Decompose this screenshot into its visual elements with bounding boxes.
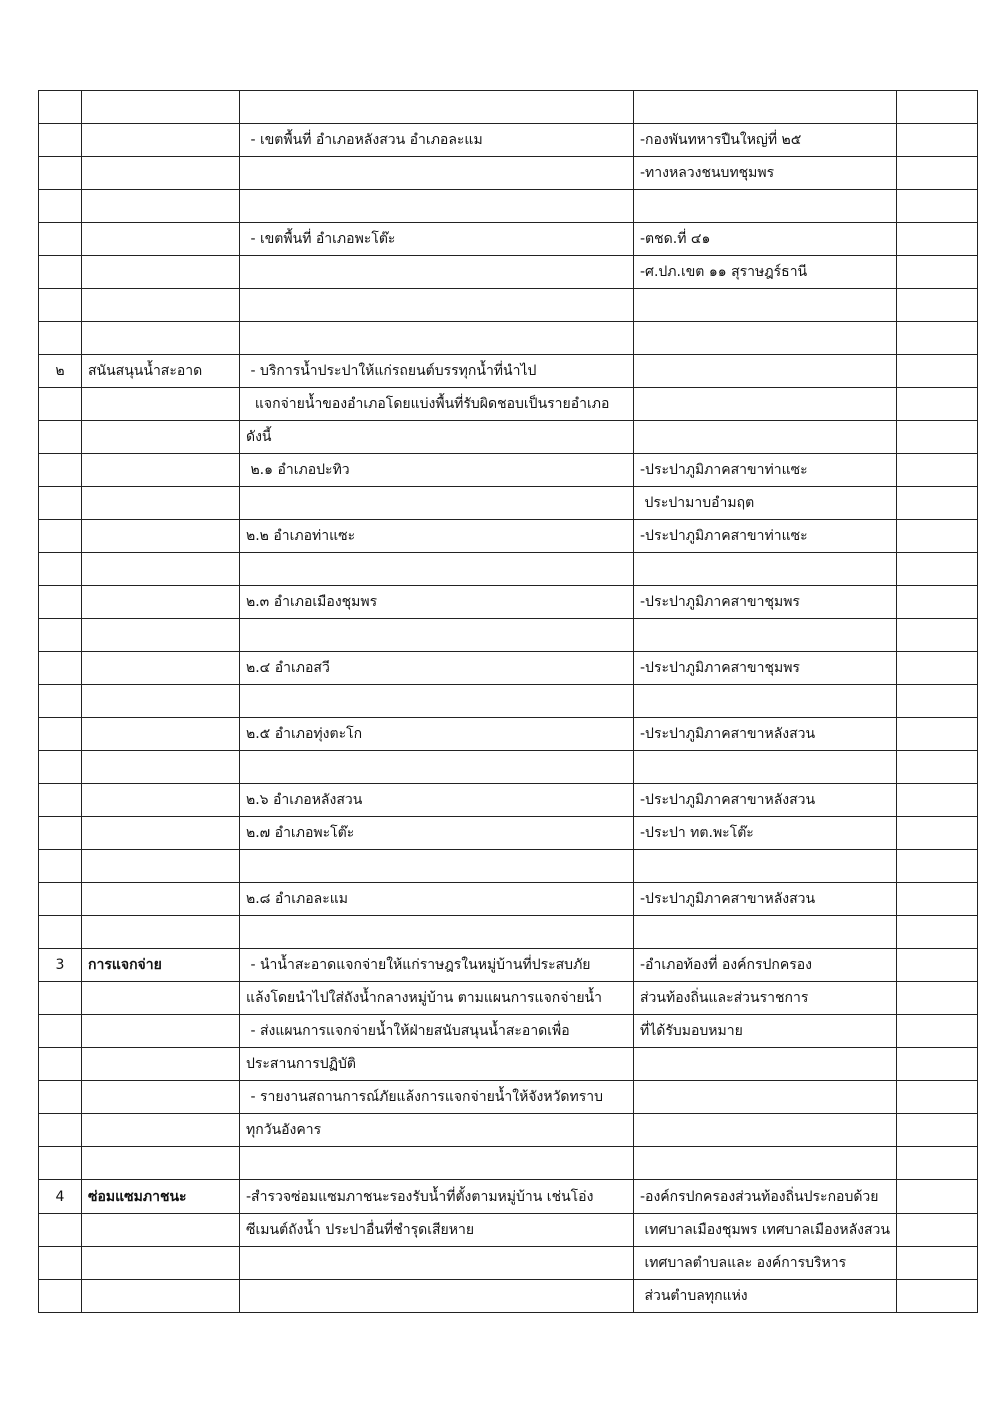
table-row [39, 586, 978, 619]
agency-cell: เทศบาลเมืองชุมพร เทศบาลเมืองหลังสวน [634, 1214, 897, 1247]
row-number-cell [39, 124, 82, 157]
row-number-cell [39, 1247, 82, 1280]
row-number-cell [39, 157, 82, 190]
table-row [39, 1015, 978, 1048]
agency-cell [634, 751, 897, 784]
note-cell [897, 1147, 978, 1180]
row-number-cell [39, 421, 82, 454]
topic-cell [82, 652, 240, 685]
note-cell [897, 289, 978, 322]
topic-cell [82, 289, 240, 322]
table-row [39, 1180, 978, 1214]
note-cell [897, 751, 978, 784]
agency-cell: -องค์กรปกครองส่วนท้องถิ่นประกอบด้วย [634, 1180, 897, 1214]
agency-cell [634, 1081, 897, 1114]
topic-cell [82, 454, 240, 487]
detail-cell: ๒.๘ อำเภอละแม [240, 883, 634, 916]
topic-cell [82, 91, 240, 124]
detail-cell [240, 487, 634, 520]
table-row [39, 421, 978, 454]
agency-cell [634, 850, 897, 883]
topic-cell [82, 322, 240, 355]
table-row [39, 883, 978, 916]
row-number-cell [39, 586, 82, 619]
table-row [39, 355, 978, 388]
topic-cell [82, 817, 240, 850]
topic-cell [82, 1214, 240, 1247]
note-cell [897, 256, 978, 289]
agency-cell: -ประปาภูมิภาคสาขาชุมพร [634, 586, 897, 619]
agency-cell [634, 289, 897, 322]
table-row [39, 619, 978, 652]
table-row [39, 91, 978, 124]
topic-cell [82, 520, 240, 553]
agency-cell [634, 916, 897, 949]
detail-cell: ซีเมนต์ถังน้ำ ประปาอื่นที่ชำรุดเสียหาย [240, 1214, 634, 1247]
note-cell [897, 718, 978, 751]
agency-cell [634, 421, 897, 454]
topic-cell [82, 883, 240, 916]
row-number-cell [39, 1015, 82, 1048]
row-number-cell [39, 454, 82, 487]
note-cell [897, 586, 978, 619]
note-cell [897, 949, 978, 982]
detail-cell: ๒.๗ อำเภอพะโต๊ะ [240, 817, 634, 850]
note-cell [897, 91, 978, 124]
topic-cell [82, 784, 240, 817]
detail-cell: ๒.๑ อำเภอปะทิว [240, 454, 634, 487]
table-row [39, 751, 978, 784]
agency-cell [634, 91, 897, 124]
note-cell [897, 652, 978, 685]
detail-cell [240, 685, 634, 718]
row-number-cell: ๒ [39, 355, 82, 388]
note-cell [897, 916, 978, 949]
topic-cell [82, 1048, 240, 1081]
detail-cell: - ส่งแผนการแจกจ่ายน้ำให้ฝ่ายสนับสนุนน้ำสะอาดเพื่อ [240, 1015, 634, 1048]
table-row [39, 817, 978, 850]
detail-cell [240, 322, 634, 355]
topic-cell [82, 421, 240, 454]
detail-cell [240, 1147, 634, 1180]
row-number-cell [39, 1280, 82, 1313]
table-row [39, 1048, 978, 1081]
topic-cell [82, 586, 240, 619]
row-number-cell [39, 619, 82, 652]
topic-cell [82, 553, 240, 586]
row-number-cell [39, 652, 82, 685]
agency-cell: ส่วนตำบลทุกแห่ง [634, 1280, 897, 1313]
topic-cell [82, 685, 240, 718]
detail-cell: แจกจ่ายน้ำของอำเภอโดยแบ่งพื้นที่รับผิดชอบเป็นรายอำเภอ [240, 388, 634, 421]
topic-cell [82, 1081, 240, 1114]
note-cell [897, 157, 978, 190]
detail-cell: ๒.๖ อำเภอหลังสวน [240, 784, 634, 817]
row-number-cell [39, 883, 82, 916]
table-row [39, 982, 978, 1015]
detail-cell [240, 1280, 634, 1313]
table-row [39, 685, 978, 718]
agency-cell: -ตชด.ที่ ๔๑ [634, 223, 897, 256]
note-cell [897, 520, 978, 553]
detail-cell [240, 916, 634, 949]
row-number-cell [39, 916, 82, 949]
detail-cell: - นำน้ำสะอาดแจกจ่ายให้แก่ราษฎรในหมู่บ้านที่ประสบภัย [240, 949, 634, 982]
detail-cell [240, 751, 634, 784]
row-number-cell [39, 817, 82, 850]
note-cell [897, 1180, 978, 1214]
note-cell [897, 1247, 978, 1280]
row-number-cell [39, 190, 82, 223]
row-number-cell: 3 [39, 949, 82, 982]
note-cell [897, 883, 978, 916]
agency-cell [634, 553, 897, 586]
detail-cell [240, 289, 634, 322]
topic-cell [82, 388, 240, 421]
note-cell [897, 982, 978, 1015]
row-number-cell [39, 289, 82, 322]
agency-cell: -ทางหลวงชนบทชุมพร [634, 157, 897, 190]
row-number-cell [39, 520, 82, 553]
note-cell [897, 421, 978, 454]
table-row [39, 223, 978, 256]
agency-cell [634, 619, 897, 652]
row-number-cell [39, 1048, 82, 1081]
agency-cell: ส่วนท้องถิ่นและส่วนราชการ [634, 982, 897, 1015]
row-number-cell [39, 388, 82, 421]
agency-cell: -ประปาภูมิภาคสาขาท่าแซะ [634, 520, 897, 553]
table-row [39, 1247, 978, 1280]
agency-cell [634, 388, 897, 421]
detail-cell [240, 157, 634, 190]
row-number-cell [39, 1114, 82, 1147]
row-number-cell [39, 487, 82, 520]
table-row [39, 388, 978, 421]
table-row [39, 322, 978, 355]
agency-cell: ที่ได้รับมอบหมาย [634, 1015, 897, 1048]
topic-cell [82, 1147, 240, 1180]
table-row [39, 949, 978, 982]
topic-cell [82, 1247, 240, 1280]
note-cell [897, 1015, 978, 1048]
topic-cell [82, 1280, 240, 1313]
agency-cell: -อำเภอท้องที่ องค์กรปกครอง [634, 949, 897, 982]
agency-cell: -ศ.ปภ.เขต ๑๑ สุราษฎร์ธานี [634, 256, 897, 289]
table-row [39, 124, 978, 157]
agency-cell: ประปามาบอำมฤต [634, 487, 897, 520]
note-cell [897, 124, 978, 157]
topic-cell [82, 487, 240, 520]
detail-cell [240, 1247, 634, 1280]
detail-cell: ประสานการปฏิบัติ [240, 1048, 634, 1081]
agency-cell: -ประปาภูมิภาคสาขาหลังสวน [634, 718, 897, 751]
row-number-cell [39, 982, 82, 1015]
note-cell [897, 1280, 978, 1313]
row-number-cell [39, 718, 82, 751]
detail-cell [240, 619, 634, 652]
agency-cell [634, 1147, 897, 1180]
row-number-cell [39, 850, 82, 883]
note-cell [897, 817, 978, 850]
row-number-cell [39, 322, 82, 355]
agency-cell [634, 322, 897, 355]
note-cell [897, 190, 978, 223]
table-row [39, 553, 978, 586]
topic-cell [82, 850, 240, 883]
note-cell [897, 454, 978, 487]
row-number-cell [39, 256, 82, 289]
note-cell [897, 1048, 978, 1081]
detail-cell: ดังนี้ [240, 421, 634, 454]
note-cell [897, 1081, 978, 1114]
agency-cell: -ประปาภูมิภาคสาขาชุมพร [634, 652, 897, 685]
note-cell [897, 487, 978, 520]
detail-cell [240, 850, 634, 883]
agency-cell: -ประปาภูมิภาคสาขาท่าแซะ [634, 454, 897, 487]
table-row [39, 1214, 978, 1247]
topic-cell [82, 256, 240, 289]
note-cell [897, 1114, 978, 1147]
agency-cell: -กองพันทหารปืนใหญ่ที่ ๒๕ [634, 124, 897, 157]
topic-cell [82, 223, 240, 256]
table-row [39, 289, 978, 322]
detail-cell: แล้งโดยนำไปใส่ถังน้ำกลางหมู่บ้าน ตามแผนการแจกจ่ายน้ำ [240, 982, 634, 1015]
note-cell [897, 784, 978, 817]
row-number-cell [39, 1081, 82, 1114]
topic-cell [82, 718, 240, 751]
table-row [39, 784, 978, 817]
table-row [39, 487, 978, 520]
note-cell [897, 553, 978, 586]
detail-cell: ทุกวันอังคาร [240, 1114, 634, 1147]
detail-cell: ๒.๕ อำเภอทุ่งตะโก [240, 718, 634, 751]
table-row [39, 1081, 978, 1114]
detail-cell [240, 91, 634, 124]
table-row [39, 454, 978, 487]
plan-table-body [39, 91, 978, 1313]
topic-cell [82, 619, 240, 652]
row-number-cell [39, 685, 82, 718]
note-cell [897, 685, 978, 718]
note-cell [897, 850, 978, 883]
table-row [39, 1147, 978, 1180]
table-row [39, 1280, 978, 1313]
table-row [39, 1114, 978, 1147]
detail-cell: ๒.๓ อำเภอเมืองชุมพร [240, 586, 634, 619]
agency-cell: เทศบาลตำบลและ องค์การบริหาร [634, 1247, 897, 1280]
note-cell [897, 223, 978, 256]
table-row [39, 652, 978, 685]
row-number-cell: 4 [39, 1180, 82, 1214]
note-cell [897, 355, 978, 388]
table-row [39, 718, 978, 751]
table-row [39, 916, 978, 949]
detail-cell: - บริการน้ำประปาให้แก่รถยนต์บรรทุกน้ำที่นำไป [240, 355, 634, 388]
topic-cell [82, 751, 240, 784]
topic-cell [82, 124, 240, 157]
agency-cell [634, 355, 897, 388]
note-cell [897, 619, 978, 652]
topic-cell: การแจกจ่าย [82, 949, 240, 982]
detail-cell: - เขตพื้นที่ อำเภอพะโต๊ะ [240, 223, 634, 256]
topic-cell: ซ่อมแซมภาชนะ [82, 1180, 240, 1214]
table-row [39, 157, 978, 190]
detail-cell [240, 190, 634, 223]
row-number-cell [39, 784, 82, 817]
agency-cell [634, 1048, 897, 1081]
topic-cell [82, 157, 240, 190]
detail-cell [240, 256, 634, 289]
table-row [39, 190, 978, 223]
detail-cell: - เขตพื้นที่ อำเภอหลังสวน อำเภอละแม [240, 124, 634, 157]
topic-cell [82, 916, 240, 949]
agency-cell: -ประปา ทต.พะโต๊ะ [634, 817, 897, 850]
table-row [39, 850, 978, 883]
row-number-cell [39, 553, 82, 586]
agency-cell [634, 685, 897, 718]
row-number-cell [39, 751, 82, 784]
agency-cell: -ประปาภูมิภาคสาขาหลังสวน [634, 883, 897, 916]
detail-cell [240, 553, 634, 586]
note-cell [897, 322, 978, 355]
detail-cell: -สำรวจซ่อมแซมภาชนะรองรับน้ำที่ตั้งตามหมู่บ้าน เช่นโอ่ง [240, 1180, 634, 1214]
agency-cell [634, 1114, 897, 1147]
topic-cell [82, 1015, 240, 1048]
agency-cell: -ประปาภูมิภาคสาขาหลังสวน [634, 784, 897, 817]
topic-cell: สนันสนุนน้ำสะอาด [82, 355, 240, 388]
detail-cell: - รายงานสถานการณ์ภัยแล้งการแจกจ่ายน้ำให้จังหวัดทราบ [240, 1081, 634, 1114]
table-row [39, 256, 978, 289]
note-cell [897, 1214, 978, 1247]
topic-cell [82, 982, 240, 1015]
row-number-cell [39, 223, 82, 256]
detail-cell: ๒.๔ อำเภอสวี [240, 652, 634, 685]
agency-cell [634, 190, 897, 223]
row-number-cell [39, 1147, 82, 1180]
table-row [39, 520, 978, 553]
row-number-cell [39, 1214, 82, 1247]
note-cell [897, 388, 978, 421]
detail-cell: ๒.๒ อำเภอท่าแซะ [240, 520, 634, 553]
plan-table [38, 90, 978, 1313]
topic-cell [82, 1114, 240, 1147]
row-number-cell [39, 91, 82, 124]
topic-cell [82, 190, 240, 223]
